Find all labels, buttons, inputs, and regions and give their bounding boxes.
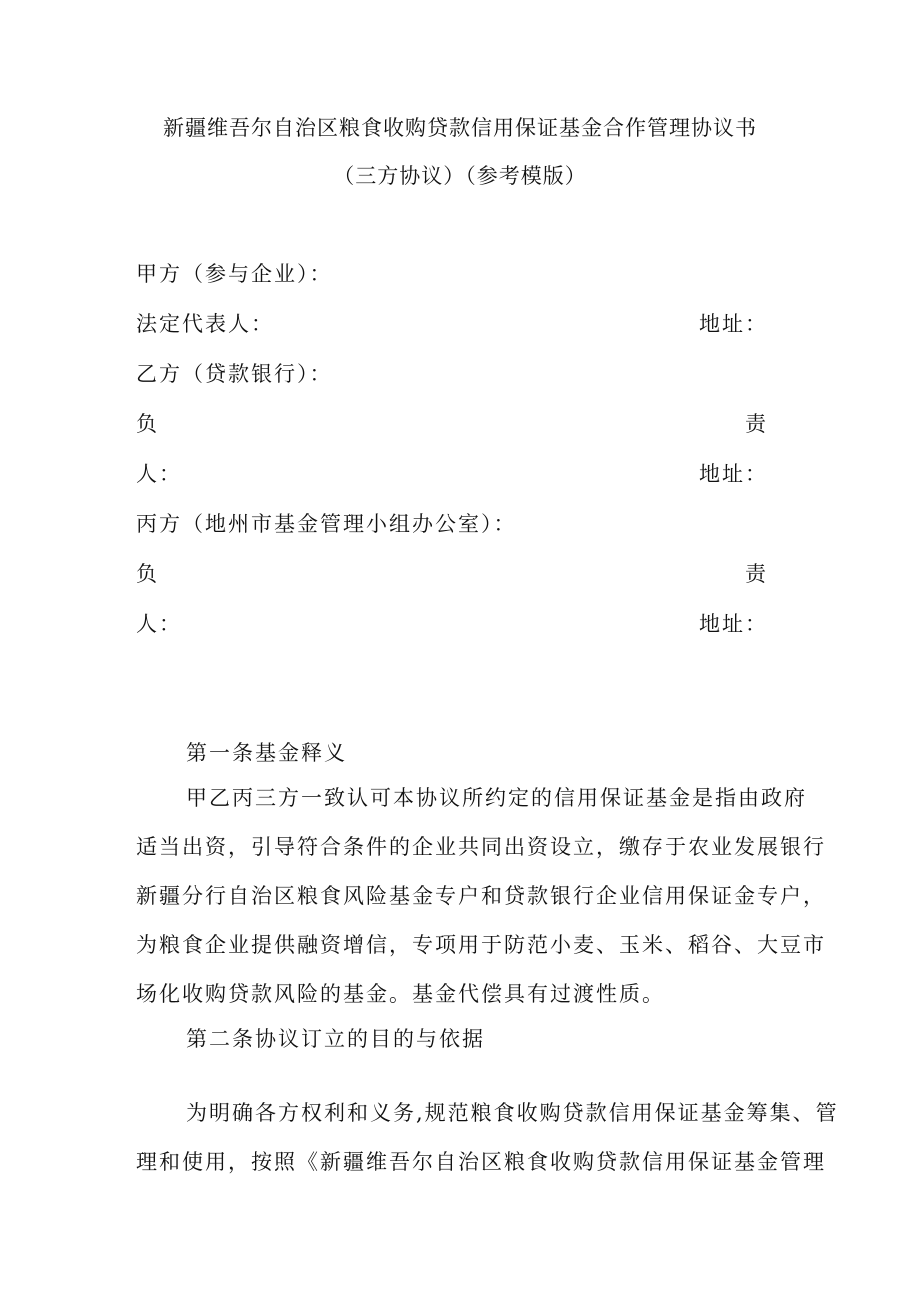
- article-2-heading: 第二条协议订立的目的与依据: [186, 1027, 485, 1051]
- article-2-line: 理和使用，按照《新疆维吾尔自治区粮食收购贷款信用保证基金管理: [136, 1150, 826, 1174]
- article-1-line: 为粮食企业提供融资增信，专项用于防范小麦、玉米、稻谷、大豆市: [136, 933, 826, 957]
- article-2-body: [136, 1089, 839, 1187]
- party-b-address-label: 地址：: [699, 462, 768, 486]
- party-c-resp-person: 人：: [136, 612, 182, 636]
- party-b-resp-right: 责: [745, 412, 768, 436]
- party-c-label: 丙方（地州市基金管理小组办公室）：: [136, 512, 517, 536]
- party-b-resp-person: 人：: [136, 462, 182, 486]
- party-b-resp-row-1: [136, 408, 768, 438]
- article-2-line: 为明确各方权利和义务,规范粮食收购贷款信用保证基金筹集、管: [186, 1101, 839, 1125]
- party-a-rep-row: [136, 308, 768, 338]
- party-b-resp-row-2: [136, 458, 768, 488]
- party-b-label: 乙方（贷款银行）：: [136, 362, 333, 386]
- party-a-label: 甲方（参与企业）：: [136, 262, 333, 286]
- party-b-resp-left: 负: [136, 412, 159, 436]
- article-1-line: 适当出资，引导符合条件的企业共同出资设立，缴存于农业发展银行: [136, 835, 826, 859]
- legal-rep-label: 法定代表人：: [136, 312, 274, 336]
- article-1-body: [136, 774, 826, 1019]
- party-c-address-label: 地址：: [699, 612, 768, 636]
- document-subtitle: （三方协议）（参考模版）: [333, 164, 587, 188]
- article-1-line: 甲乙丙三方一致认可本协议所约定的信用保证基金是指由政府: [186, 786, 807, 810]
- article-1-line: 新疆分行自治区粮食风险基金专户和贷款银行企业信用保证金专户，: [136, 884, 826, 908]
- party-c-resp-row-1: [136, 558, 768, 588]
- party-c-resp-left: 负: [136, 562, 159, 586]
- article-1-line: 场化收购贷款风险的基金。基金代偿具有过渡性质。: [136, 982, 665, 1006]
- party-a-address-label: 地址：: [699, 312, 768, 336]
- party-c-resp-right: 责: [745, 562, 768, 586]
- article-1-heading: 第一条基金释义: [186, 741, 347, 765]
- document-title: 新疆维吾尔自治区粮食收购贷款信用保证基金合作管理协议书: [163, 116, 757, 140]
- party-c-resp-row-2: [136, 608, 768, 638]
